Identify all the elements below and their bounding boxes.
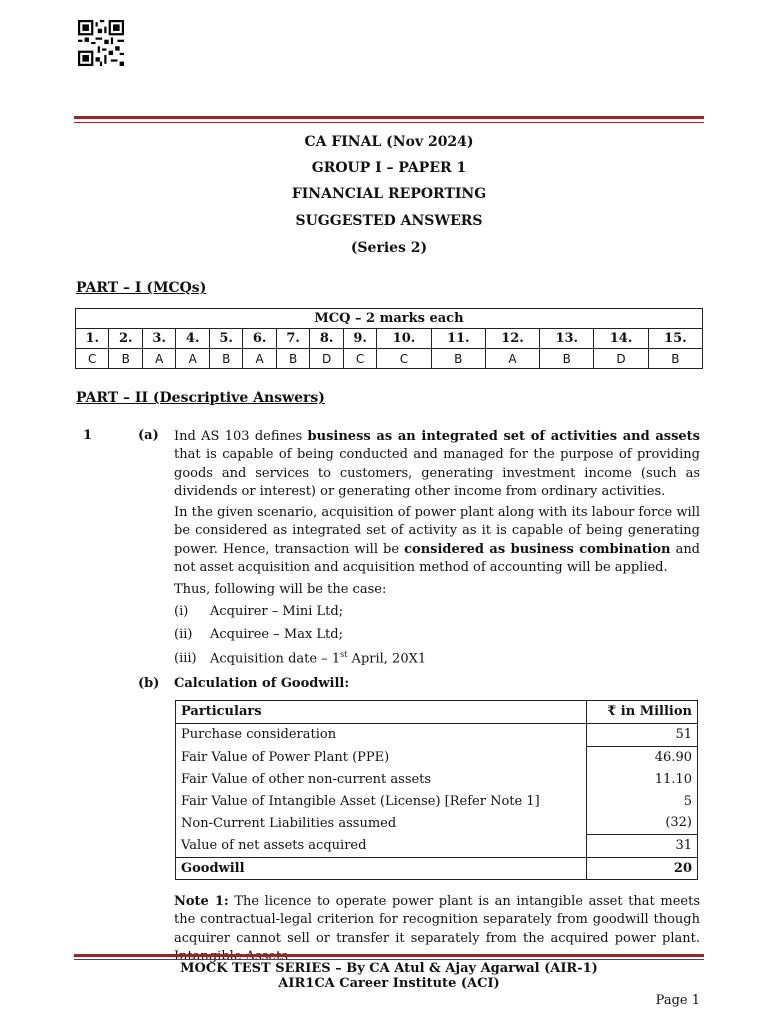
list-item-text: Acquisition date – 1	[210, 651, 341, 667]
note-text: The licence to operate power plant is an intangible asset that meets the contractual-legal criterion for recognition separately from goodwill though acquirer cannot sell or transfer it separately from the acquired power plant. Intangible Assets	[174, 894, 701, 964]
answer-a-paragraph-1	[174, 428, 700, 501]
list-item-number: (iii)	[174, 651, 197, 667]
exam-title: CA FINAL (Nov 2024)	[304, 134, 474, 150]
mcq-answer: A	[176, 349, 209, 369]
list-item	[174, 627, 343, 642]
row-label: Fair Value of other non-current assets	[176, 768, 587, 790]
sub-question-a-label: (a)	[138, 428, 159, 443]
footer-series: MOCK TEST SERIES – By CA Atul & Ajay Agarwal (AIR-1)	[180, 961, 598, 976]
mcq-answer: D	[310, 349, 343, 369]
mcq-number: 1.	[76, 329, 109, 349]
list-item-number: (ii)	[174, 627, 193, 642]
mcq-number: 7.	[276, 329, 309, 349]
date-rest: April, 20X1	[347, 651, 427, 667]
header-rule-thin	[74, 122, 704, 123]
mcq-answer: B	[109, 349, 142, 369]
header-rule	[74, 116, 704, 119]
mcq-number: 5.	[209, 329, 242, 349]
list-item	[174, 604, 343, 619]
goodwill-total-label: Goodwill	[176, 857, 587, 880]
row-value: 31	[587, 834, 698, 857]
row-label: Purchase consideration	[176, 723, 587, 746]
para-text: that is capable of being conducted and managed for the purpose of providing goods and services to customers, generating investment income (such as dividends or interest) or generating other income from ordinary activities.	[174, 447, 700, 499]
mcq-answer-table	[75, 308, 703, 369]
series-label: (Series 2)	[350, 240, 428, 256]
para-bold-text: considered as business combination	[404, 541, 671, 557]
mcq-number: 11.	[431, 329, 485, 349]
list-item	[174, 650, 426, 666]
mcq-answer: C	[343, 349, 376, 369]
para-text: In the given scenario, acquisition of power plant along with its labour force will be considered as integrated set of activity as it is capable of being generating power. Hence, transaction will be	[174, 505, 700, 557]
mcq-answer: B	[648, 349, 702, 369]
col-header-particulars: Particulars	[176, 701, 587, 724]
sub-question-b-label: (b)	[138, 676, 160, 691]
row-value: 5	[587, 790, 698, 812]
mcq-number: 10.	[377, 329, 431, 349]
answer-a-paragraph-3: Thus, following will be the case:	[174, 582, 387, 597]
para-text: and not asset acquisition and acquisition method of accounting will be applied.	[174, 541, 701, 575]
answer-a-paragraph-2	[174, 504, 700, 577]
mcq-answer: C	[377, 349, 431, 369]
subject-title: FINANCIAL REPORTING	[291, 186, 487, 202]
mcq-answer: B	[431, 349, 485, 369]
mcq-answer: D	[594, 349, 648, 369]
row-value: 51	[587, 723, 698, 746]
row-label: Non-Current Liabilities assumed	[176, 812, 587, 834]
mcq-number: 9.	[343, 329, 376, 349]
row-label: Fair Value of Intangible Asset (License) [Refer Note 1]	[176, 790, 587, 812]
para-text: Ind AS 103 defines	[174, 429, 308, 444]
mcq-number: 3.	[142, 329, 175, 349]
row-value: 46.90	[587, 746, 698, 768]
row-value: (32)	[587, 812, 698, 834]
mcq-answer: A	[142, 349, 175, 369]
mcq-number: 8.	[310, 329, 343, 349]
document-type: SUGGESTED ANSWERS	[295, 213, 483, 229]
row-label: Fair Value of Power Plant (PPE)	[176, 746, 587, 768]
row-value: 11.10	[587, 768, 698, 790]
row-label: Value of net assets acquired	[176, 834, 587, 857]
part2-heading: PART – II (Descriptive Answers)	[76, 390, 325, 406]
para-bold-text: business as an integrated set of activities and assets	[307, 429, 701, 444]
mcq-number: 13.	[540, 329, 594, 349]
list-item-text: Acquirer – Mini Ltd;	[210, 604, 344, 619]
goodwill-total-value: 20	[587, 857, 698, 880]
mcq-answer: A	[485, 349, 539, 369]
footer-institute: AIR1CA Career Institute (ACI)	[278, 976, 500, 991]
page-number: Page 1	[655, 993, 700, 1008]
mcq-answer: C	[76, 349, 109, 369]
group-paper: GROUP I – PAPER 1	[311, 160, 467, 176]
mcq-number: 4.	[176, 329, 209, 349]
list-item-text: Acquiree – Max Ltd;	[210, 627, 343, 642]
mcq-number: 12.	[485, 329, 539, 349]
col-header-amount: ₹ in Million	[587, 701, 698, 724]
note-label: Note 1:	[174, 894, 229, 909]
mcq-number: 6.	[243, 329, 276, 349]
part1-heading: PART – I (MCQs)	[76, 280, 207, 296]
footer-rule	[74, 954, 704, 957]
mcq-table-title: MCQ – 2 marks each	[76, 309, 703, 329]
qr-code-icon	[78, 20, 124, 66]
question-number: 1	[83, 428, 93, 443]
footer-rule-thin	[74, 959, 704, 960]
mcq-number: 2.	[109, 329, 142, 349]
list-item-number: (i)	[174, 604, 189, 619]
goodwill-title: Calculation of Goodwill:	[174, 676, 350, 691]
mcq-answer: A	[243, 349, 276, 369]
date-superscript: st	[340, 650, 348, 659]
mcq-number: 15.	[648, 329, 702, 349]
mcq-answer: B	[540, 349, 594, 369]
goodwill-table	[175, 700, 698, 880]
mcq-answer: B	[209, 349, 242, 369]
mcq-number: 14.	[594, 329, 648, 349]
mcq-answer: B	[276, 349, 309, 369]
